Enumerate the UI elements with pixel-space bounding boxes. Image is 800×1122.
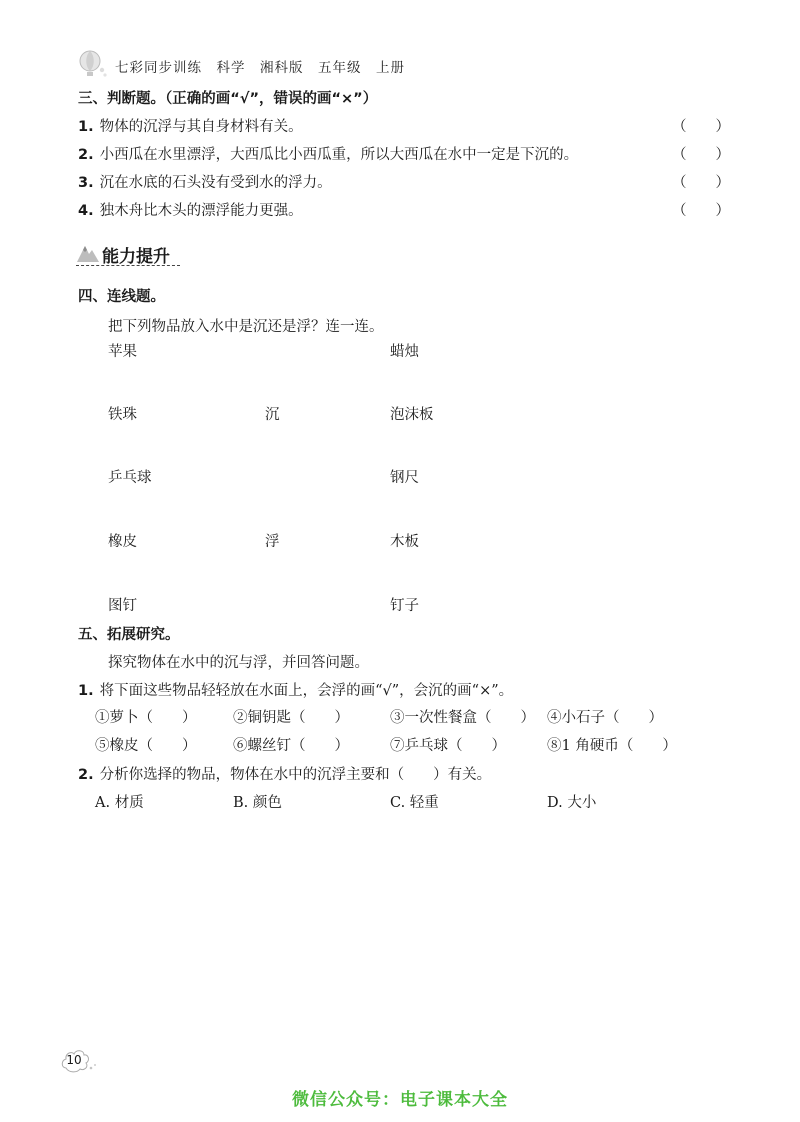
hot-air-balloon-icon — [76, 50, 108, 80]
section5-instruction: 探究物体在水中的沉与浮，并回答问题。 — [108, 655, 369, 671]
judge-question-2 — [78, 143, 578, 164]
question-number: 4. — [78, 203, 94, 219]
item-option[interactable]: ⑤橡皮（ ） — [95, 738, 197, 754]
page-number: 10 — [66, 1053, 82, 1067]
header-title: 七彩同步训练 科学 湘科版 五年级 上册 — [115, 60, 405, 76]
heading-underline — [76, 265, 180, 267]
question-text: 将下面这些物品轻轻放在水面上，会浮的画“√”，会沉的画“×”。 — [99, 683, 514, 699]
question-text: 独木舟比木头的漂浮能力更强。 — [99, 203, 303, 219]
match-left-item[interactable]: 铁珠 — [108, 407, 137, 423]
section4-title: 四、连线题。 — [78, 289, 165, 305]
choice-option-d[interactable]: D. 大小 — [547, 795, 597, 811]
question-number: 1. — [78, 683, 94, 699]
question-number: 3. — [78, 175, 94, 191]
section4-instruction: 把下列物品放入水中是沉还是浮？连一连。 — [108, 319, 384, 335]
question-text: 沉在水底的石头没有受到水的浮力。 — [99, 175, 332, 191]
question-number: 2. — [78, 767, 94, 783]
match-left-item[interactable]: 乒乓球 — [108, 470, 152, 486]
item-option[interactable]: ④小石子（ ） — [547, 710, 663, 726]
match-left-item[interactable]: 橡皮 — [108, 534, 137, 550]
choice-option-c[interactable]: C. 轻重 — [390, 795, 439, 811]
item-option[interactable]: ⑦乒乓球（ ） — [390, 738, 506, 754]
item-option[interactable]: ⑧1 角硬币（ ） — [547, 738, 677, 754]
explore-question-1 — [78, 679, 513, 700]
choice-option-b[interactable]: B. 颜色 — [233, 795, 282, 811]
judge-question-1 — [78, 115, 303, 136]
match-left-item[interactable]: 图钉 — [108, 598, 137, 614]
section5-title: 五、拓展研究。 — [78, 627, 180, 643]
explore-question-2 — [78, 763, 491, 784]
answer-paren-3[interactable]: （ ） — [672, 175, 730, 191]
judge-question-4 — [78, 199, 303, 220]
answer-paren-1[interactable]: （ ） — [672, 119, 730, 135]
match-right-item[interactable]: 泡沫板 — [390, 407, 434, 423]
question-number: 2. — [78, 147, 94, 163]
question-number: 1. — [78, 119, 94, 135]
judge-question-3 — [78, 171, 332, 192]
match-right-item[interactable]: 木板 — [390, 534, 419, 550]
item-option[interactable]: ②铜钥匙（ ） — [233, 710, 349, 726]
match-left-item[interactable]: 苹果 — [108, 344, 137, 360]
match-right-item[interactable]: 钢尺 — [390, 470, 419, 486]
answer-paren-4[interactable]: （ ） — [672, 203, 730, 219]
item-option[interactable]: ①萝卜（ ） — [95, 710, 197, 726]
match-right-item[interactable]: 钉子 — [390, 598, 419, 614]
match-middle-sink[interactable]: 沉 — [265, 407, 280, 423]
page-number-badge — [60, 1046, 100, 1076]
watermark-text: 微信公众号：电子课本大全 — [292, 1090, 508, 1110]
question-text: 小西瓜在水里漂浮，大西瓜比小西瓜重，所以大西瓜在水中一定是下沉的。 — [99, 147, 579, 163]
question-text: 分析你选择的物品，物体在水中的沉浮主要和（ ）有关。 — [99, 767, 492, 783]
item-option[interactable]: ⑥螺丝钉（ ） — [233, 738, 349, 754]
choice-option-a[interactable]: A. 材质 — [95, 795, 144, 811]
answer-paren-2[interactable]: （ ） — [672, 147, 730, 163]
ability-heading — [76, 238, 186, 268]
item-option[interactable]: ③一次性餐盒（ ） — [390, 710, 535, 726]
mountain-icon — [76, 240, 100, 264]
question-text: 物体的沉浮与其自身材料有关。 — [99, 119, 303, 135]
ability-title: 能力提升 — [102, 247, 170, 267]
match-right-item[interactable]: 蜡烛 — [390, 344, 419, 360]
match-middle-float[interactable]: 浮 — [265, 534, 280, 550]
section3-title: 三、判断题。（正确的画“√”，错误的画“×”） — [78, 91, 378, 107]
